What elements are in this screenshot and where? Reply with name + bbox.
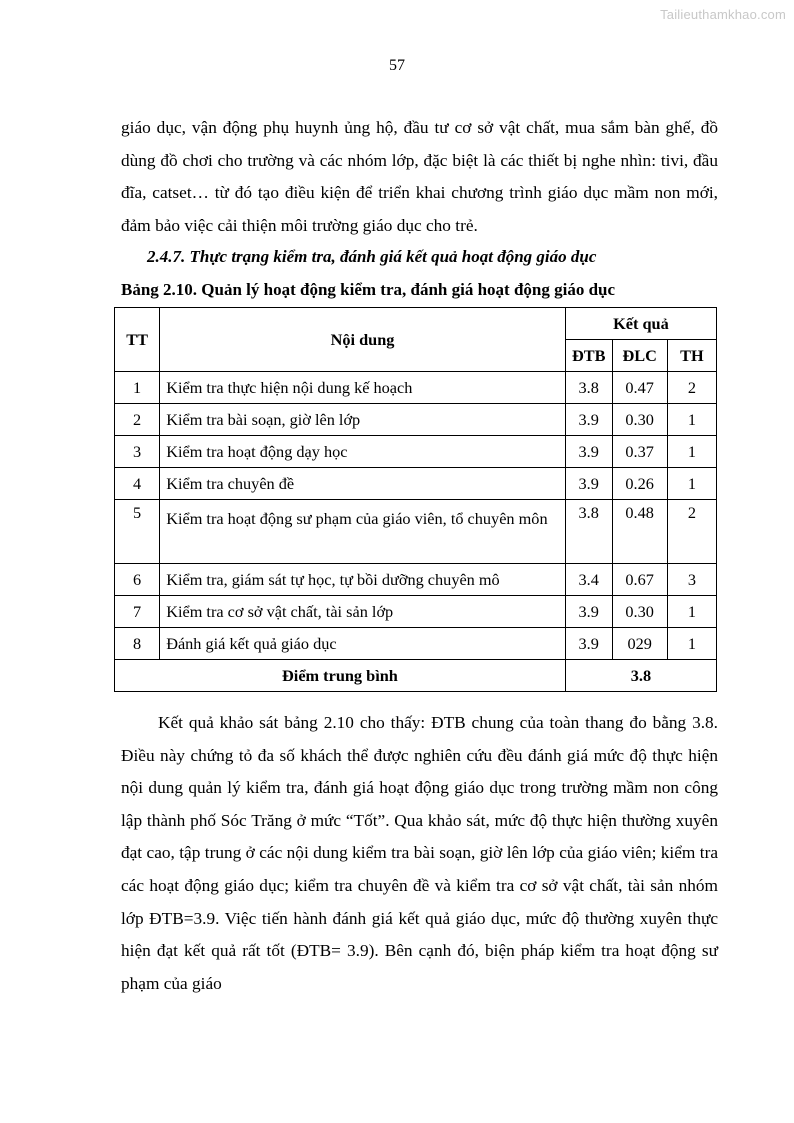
table-row (115, 628, 717, 660)
header-tt: TT (115, 308, 160, 372)
row-dlc: 0.67 (612, 564, 667, 596)
table-row (115, 596, 717, 628)
row-dtb: 3.8 (565, 372, 612, 404)
watermark: Tailieuthamkhao.com (660, 7, 786, 22)
summary-value: 3.8 (565, 660, 716, 692)
row-dtb: 3.9 (565, 628, 612, 660)
row-th: 1 (667, 436, 716, 468)
row-dtb: 3.9 (565, 468, 612, 500)
row-dlc: 0.37 (612, 436, 667, 468)
header-result: Kết quả (565, 308, 716, 340)
row-content: Kiểm tra thực hiện nội dung kế hoạch (160, 372, 566, 404)
table-caption: Bảng 2.10. Quản lý hoạt động kiểm tra, đánh giá hoạt động giáo dục (121, 280, 616, 300)
row-dlc: 0.26 (612, 468, 667, 500)
row-tt: 7 (115, 596, 160, 628)
row-th: 2 (667, 372, 716, 404)
table-row (115, 404, 717, 436)
row-tt: 6 (115, 564, 160, 596)
table-row (115, 564, 717, 596)
row-dlc: 029 (612, 628, 667, 660)
row-dlc: 0.48 (612, 500, 667, 564)
table-row (115, 500, 717, 564)
intro-section (121, 112, 718, 304)
row-dlc: 0.30 (612, 404, 667, 436)
header-th: TH (667, 340, 716, 372)
row-dtb: 3.9 (565, 596, 612, 628)
section-heading: 2.4.7. Thực trạng kiểm tra, đánh giá kết quả hoạt động giáo dục (147, 247, 597, 267)
page-number: 57 (389, 57, 405, 74)
row-dtb: 3.9 (565, 404, 612, 436)
table-row (115, 468, 717, 500)
row-dtb: 3.9 (565, 436, 612, 468)
row-content: Kiểm tra, giám sát tự học, tự bồi dưỡng chuyên mô (160, 564, 566, 596)
table-row (115, 436, 717, 468)
header-dtb: ĐTB (565, 340, 612, 372)
row-dtb: 3.4 (565, 564, 612, 596)
row-dtb: 3.8 (565, 500, 612, 564)
conclusion-section (121, 707, 718, 1000)
intro-paragraph: giáo dục, vận động phụ huynh ủng hộ, đầu tư cơ sở vật chất, mua sắm bàn ghế, đồ dùng đồ chơi cho trường và các nhóm lớp, đặc biệt là các thiết bị nghe nhìn: tivi, đầu đĩa, catset… từ đó tạo điều kiện để triển khai chương trình giáo dục mầm non mới, đảm bảo việc cải thiện môi trường giáo dục cho trẻ. (121, 118, 718, 235)
row-tt: 1 (115, 372, 160, 404)
row-tt: 4 (115, 468, 160, 500)
summary-label: Điểm trung bình (115, 660, 566, 692)
row-th: 1 (667, 468, 716, 500)
evaluation-table (114, 307, 717, 692)
row-dlc: 0.47 (612, 372, 667, 404)
row-content: Kiểm tra cơ sở vật chất, tài sản lớp (160, 596, 566, 628)
row-th: 1 (667, 628, 716, 660)
row-tt: 2 (115, 404, 160, 436)
header-content: Nội dung (160, 308, 566, 372)
row-content: Kiểm tra hoạt động dạy học (160, 436, 566, 468)
row-content: Kiểm tra hoạt động sư phạm của giáo viên, tổ chuyên môn (160, 500, 566, 564)
row-tt: 5 (115, 500, 160, 564)
header-dlc: ĐLC (612, 340, 667, 372)
row-content: Đánh giá kết quả giáo dục (160, 628, 566, 660)
table-row (115, 372, 717, 404)
conclusion-paragraph: Kết quả khảo sát bảng 2.10 cho thấy: ĐTB chung của toàn thang đo bằng 3.8. Điều này chứng tỏ đa số khách thể được nghiên cứu đều đánh giá mức độ thực hiện nội dung quản lý kiểm tra, đánh giá hoạt động giáo dục trong trường mầm non công lập thành phố Sóc Trăng ở mức “Tốt”. Qua khảo sát, mức độ thực hiện thường xuyên đạt cao, tập trung ở các nội dung kiểm tra bài soạn, giờ lên lớp của giáo viên; kiểm tra các hoạt động giáo dục; kiểm tra chuyên đề và kiểm tra cơ sở vật chất, tài sản nhóm lớp ĐTB=3.9. Việc tiến hành đánh giá kết quả giáo dục, mức độ thường xuyên thực hiện đạt kết quả rất tốt (ĐTB= 3.9). Bên cạnh đó, biện pháp kiểm tra hoạt động sư phạm của giáo (121, 713, 718, 993)
row-tt: 8 (115, 628, 160, 660)
row-th: 2 (667, 500, 716, 564)
row-th: 3 (667, 564, 716, 596)
summary-row (115, 660, 717, 692)
row-content: Kiểm tra bài soạn, giờ lên lớp (160, 404, 566, 436)
row-content: Kiểm tra chuyên đề (160, 468, 566, 500)
row-tt: 3 (115, 436, 160, 468)
row-th: 1 (667, 596, 716, 628)
row-th: 1 (667, 404, 716, 436)
row-dlc: 0.30 (612, 596, 667, 628)
